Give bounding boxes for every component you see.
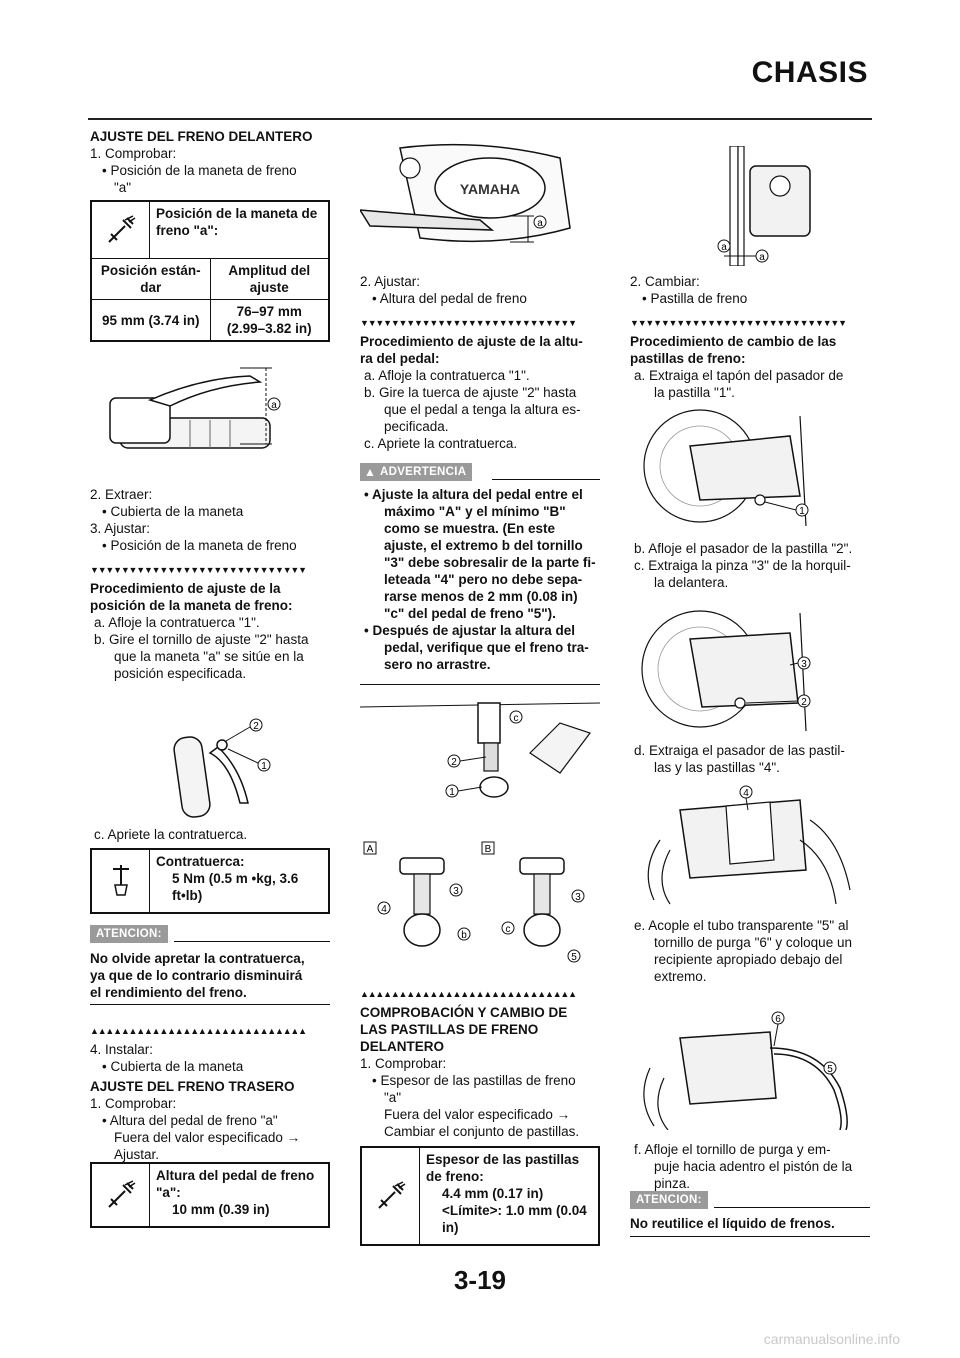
- spec-limit: <Límite>: 1.0 mm (0.04: [442, 1203, 587, 1218]
- engine-pedal-illustration: [360, 138, 600, 260]
- callout-a: a: [537, 218, 543, 229]
- section-heading-pads: DELANTERO: [360, 1039, 444, 1054]
- warning-text: ajuste, el extremo b del tornillo: [384, 538, 583, 553]
- watermark: carmanualsonline.info: [763, 1331, 900, 1347]
- caution-header: [90, 925, 330, 943]
- callout-a: a: [721, 242, 727, 253]
- step-text: 1. Comprobar:: [90, 1096, 177, 1111]
- pads-section: [360, 1004, 600, 1140]
- brand-text: YAMAHA: [459, 181, 521, 197]
- step-text: 1. Comprobar:: [360, 1056, 447, 1071]
- procedure-heading: pastillas de freno:: [630, 351, 746, 366]
- caution-text-block: [630, 1215, 870, 1232]
- spec-title: Espesor de las pastillas: [426, 1152, 580, 1167]
- spec-value: 76–97 mm: [236, 304, 302, 319]
- procedure-start-markers: ▼▼▼▼▼▼▼▼▼▼▼▼▼▼▼▼▼▼▼▼▼▼▼▼▼▼▼▼: [360, 318, 576, 328]
- pad-procedure-start: [630, 333, 870, 401]
- page-title: CHASIS: [751, 56, 868, 89]
- bullet-text: • Altura del pedal de freno "a": [102, 1113, 278, 1128]
- spec-value: 4.4 mm (0.17 in): [442, 1186, 544, 1201]
- pedal-linkage-illustration: [360, 693, 600, 808]
- caution-header: [630, 1191, 870, 1209]
- procedure-step: que el pedal a tenga la altura es-: [384, 402, 581, 417]
- warning-text: sero no arrastre.: [384, 657, 491, 672]
- procedure-step: pecificada.: [384, 419, 449, 434]
- bullet-text: Cambiar el conjunto de pastillas.: [384, 1124, 580, 1139]
- procedure-heading: Procedimiento de ajuste de la altu-: [360, 334, 583, 349]
- callout-c: c: [505, 924, 511, 935]
- spec-table-locknut: [90, 848, 330, 914]
- warning-text-block: [360, 486, 600, 673]
- caution-text: el rendimiento del freno.: [90, 985, 247, 1000]
- procedure-step: tornillo de purga "6" y coloque un: [654, 935, 852, 950]
- pedal-adjust-step: [360, 273, 600, 307]
- spec-title: Altura del pedal de freno: [156, 1168, 315, 1183]
- procedure-start-markers: ▼▼▼▼▼▼▼▼▼▼▼▼▼▼▼▼▼▼▼▼▼▼▼▼▼▼▼▼: [90, 565, 306, 575]
- step-text: 1. Comprobar:: [90, 146, 177, 161]
- warning-label: ADVERTENCIA: [380, 466, 467, 478]
- callout-1: 1: [261, 761, 267, 772]
- callout-a2: a: [759, 252, 765, 263]
- procedure-step: d. Extraiga el pasador de las pastil-: [634, 743, 845, 758]
- callout-2: 2: [451, 757, 457, 768]
- callout-1: 1: [449, 787, 455, 798]
- bullet-text: • Espesor de las pastillas de freno: [372, 1073, 576, 1088]
- procedure-step: e. Acople el tubo transparente "5" al: [634, 918, 849, 933]
- spec-title: "a":: [156, 1185, 181, 1200]
- callout-a: a: [271, 400, 277, 411]
- caution-text: No olvide apretar la contratuerca,: [90, 951, 305, 966]
- warning-text: • Ajuste la altura del pedal entre el: [364, 487, 583, 502]
- brake-lever-illustration: [90, 358, 330, 468]
- proc-c: [90, 826, 330, 843]
- bullet-text: "a": [384, 1090, 402, 1105]
- caution-badge: ATENCION:: [630, 1191, 708, 1209]
- warning-text: "3" debe sobresalir de la parte fi-: [384, 555, 596, 570]
- procedure-step: puje hacia adentro el pistón de la: [654, 1159, 853, 1174]
- bullet-text: • Cubierta de la maneta: [102, 1059, 244, 1074]
- spec-title: Posición de la maneta de: [156, 206, 318, 221]
- warning-text: rarse menos de 2 mm (0.08 in): [384, 589, 578, 604]
- bullet-text: "a": [114, 180, 132, 195]
- spec-value: 10 mm (0.39 in): [172, 1202, 270, 1217]
- bullet-text: Fuera del valor especificado →: [114, 1130, 301, 1145]
- change-step: [630, 273, 870, 307]
- callout-5: 5: [827, 1064, 833, 1075]
- caution-text: ya que de lo contrario disminuirá: [90, 968, 303, 983]
- procedure-step: f. Afloje el tornillo de purga y em-: [634, 1142, 831, 1157]
- warning-text: como se muestra. (En este: [384, 521, 556, 536]
- step-text: 2. Ajustar:: [360, 274, 421, 289]
- bullet-text: • Posición de la maneta de freno: [102, 538, 297, 553]
- spec-value: (2.99–3.82 in): [226, 321, 312, 336]
- warning-badge: [360, 463, 472, 481]
- warning-triangle-icon: ▲: [364, 465, 377, 479]
- spec-col-header: ajuste: [249, 280, 289, 295]
- pad-procedure-f: [630, 1141, 870, 1192]
- procedure-step: recipiente apropiado debajo del: [654, 952, 843, 967]
- procedure-step: b. Gire el tornillo de ajuste "2" hasta: [94, 632, 309, 647]
- step-text: 3. Ajustar:: [90, 521, 151, 536]
- callout-3b: 3: [575, 892, 581, 903]
- warning-text: • Después de ajustar la altura del: [364, 623, 576, 638]
- callout-2: 2: [801, 697, 807, 708]
- procedure-step: que la maneta "a" se sitúe en la: [114, 649, 304, 664]
- procedure-step: a. Afloje la contratuerca "1".: [94, 615, 260, 630]
- procedure-step: b. Afloje el pasador de la pastilla "2".: [634, 541, 853, 556]
- procedure-step: la pastilla "1".: [654, 385, 735, 400]
- procedure-step: extremo.: [654, 969, 707, 984]
- page-number: 3-19: [453, 1265, 507, 1295]
- pad-thickness-illustration: [630, 146, 870, 266]
- spec-title: de freno:: [426, 1169, 484, 1184]
- warning-text: "c" del pedal de freno "5").: [384, 606, 556, 621]
- pad-procedure-bc: [630, 540, 870, 591]
- lever-adjust-illustration: [90, 713, 330, 823]
- bullet-text: • Posición de la maneta de freno: [102, 163, 297, 178]
- label-B: B: [484, 844, 492, 855]
- procedure-step: la delantera.: [654, 575, 729, 590]
- wrench-icon: [92, 202, 150, 258]
- callout-5: 5: [571, 952, 577, 963]
- procedure-step: a. Extraiga el tapón del pasador de: [634, 368, 844, 383]
- torque-wrench-icon: [92, 850, 150, 912]
- caution-text: No reutilice el líquido de frenos.: [630, 1216, 835, 1231]
- callout-c: c: [513, 713, 519, 724]
- front-brake-intro: [90, 128, 330, 196]
- section-heading-front-brake: AJUSTE DEL FRENO DELANTERO: [90, 129, 313, 144]
- lever-procedure: [90, 580, 330, 682]
- warning-text: máximo "A" y el mínimo "B": [384, 504, 566, 519]
- spec-title: freno "a":: [156, 223, 219, 238]
- section-heading-rear-brake: AJUSTE DEL FRENO TRASERO: [90, 1079, 295, 1094]
- callout-3: 3: [453, 886, 459, 897]
- caution-badge: ATENCION:: [90, 925, 168, 943]
- title-divider: [88, 118, 872, 120]
- step-text: 4. Instalar:: [90, 1042, 154, 1057]
- bullet-text: Ajustar.: [114, 1147, 160, 1162]
- label-A: A: [366, 844, 374, 855]
- bullet-text: • Pastilla de freno: [642, 291, 748, 306]
- caution-text-block: [90, 950, 330, 1001]
- bleed-tube-illustration: [630, 1008, 870, 1130]
- section-heading-pads: COMPROBACIÓN Y CAMBIO DE: [360, 1005, 568, 1020]
- wrench-icon: [92, 1164, 150, 1226]
- procedure-end-markers: ▲▲▲▲▲▲▲▲▲▲▲▲▲▲▲▲▲▲▲▲▲▲▲▲▲▲▲▲: [90, 1026, 306, 1036]
- warning-text: pedal, verifique que el freno tra-: [384, 640, 589, 655]
- warning-text: leteada "4" pero no debe sepa-: [384, 572, 583, 587]
- warning-divider: [360, 684, 600, 685]
- spec-value: 5 Nm (0.5 m •kg, 3.6: [172, 871, 299, 886]
- procedure-step: posición especificada.: [114, 666, 247, 681]
- step-text: 2. Cambiar:: [630, 274, 700, 289]
- procedure-step: c. Extraiga la pinza "3" de la horquil-: [634, 558, 851, 573]
- procedure-heading: posición de la maneta de freno:: [90, 598, 293, 613]
- caliper-removal-illustration: [630, 603, 870, 733]
- pad-removal-hands-illustration: [630, 780, 870, 905]
- bullet-text: Fuera del valor especificado →: [384, 1107, 571, 1122]
- procedure-start-markers: ▼▼▼▼▼▼▼▼▼▼▼▼▼▼▼▼▼▼▼▼▼▼▼▼▼▼▼▼: [630, 318, 846, 328]
- spec-table-pedal-height: [90, 1162, 330, 1228]
- callout-3: 3: [801, 659, 807, 670]
- procedure-heading: Procedimiento de cambio de las: [630, 334, 837, 349]
- procedure-step: pinza.: [654, 1176, 691, 1191]
- callout-6: 6: [775, 1014, 781, 1025]
- callout-4: 4: [743, 788, 749, 799]
- callout-1: 1: [799, 506, 805, 517]
- install-rear-brake: [90, 1041, 330, 1163]
- spec-table-pad-thickness: [360, 1146, 600, 1246]
- caution-divider: [630, 1236, 870, 1237]
- callout-b: b: [461, 930, 467, 941]
- procedure-end-markers: ▲▲▲▲▲▲▲▲▲▲▲▲▲▲▲▲▲▲▲▲▲▲▲▲▲▲▲▲: [360, 989, 576, 999]
- spec-col-header: Posición están-: [100, 263, 201, 278]
- procedure-heading: Procedimiento de ajuste de la: [90, 581, 281, 596]
- caliper-pin-plug-illustration: [630, 406, 870, 526]
- pad-procedure-e: [630, 917, 870, 985]
- pad-procedure-d: [630, 742, 870, 776]
- caution-divider: [90, 1004, 330, 1005]
- adjuster-bolt-illustration: [360, 838, 600, 963]
- spec-col-header: Amplitud del: [228, 263, 311, 278]
- bullet-text: • Cubierta de la maneta: [102, 504, 244, 519]
- wrench-icon: [362, 1148, 420, 1244]
- bullet-text: • Altura del pedal de freno: [372, 291, 527, 306]
- spec-limit: in): [442, 1220, 459, 1235]
- procedure-step: c. Apriete la contratuerca.: [94, 827, 248, 842]
- section-heading-pads: LAS PASTILLAS DE FRENO: [360, 1022, 539, 1037]
- pedal-procedure: [360, 333, 600, 452]
- spec-col-header: dar: [140, 280, 162, 295]
- remove-adjust-steps: [90, 486, 330, 554]
- spec-table-lever-position: [90, 200, 330, 342]
- procedure-heading: ra del pedal:: [360, 351, 440, 366]
- procedure-step: c. Apriete la contratuerca.: [364, 436, 518, 451]
- procedure-step: b. Gire la tuerca de ajuste "2" hasta: [364, 385, 577, 400]
- callout-4: 4: [381, 904, 387, 915]
- spec-value: ft•lb): [172, 888, 203, 903]
- procedure-step: a. Afloje la contratuerca "1".: [364, 368, 530, 383]
- callout-2: 2: [253, 721, 259, 732]
- step-text: 2. Extraer:: [90, 487, 153, 502]
- procedure-step: las y las pastillas "4".: [654, 760, 780, 775]
- spec-title: Contratuerca:: [156, 854, 245, 869]
- warning-header: [360, 463, 600, 481]
- spec-value: 95 mm (3.74 in): [101, 312, 200, 328]
